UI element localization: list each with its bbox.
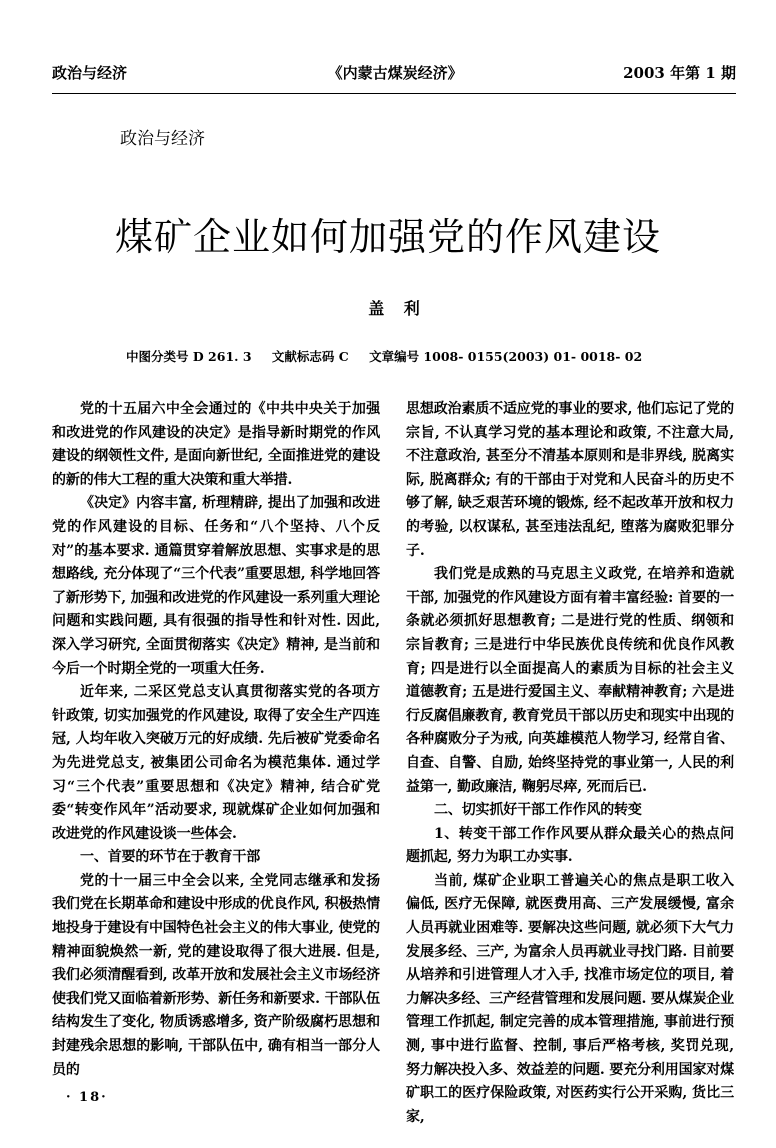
- paragraph: 近年来, 二采区党总支认真贯彻落实党的各项方针政策, 切实加强党的作风建设, 取得了安全生产四连冠, 人均年收入突破万元的好成绩. 先后被矿党委命名为先进党总支, 被集团公司命名为模范集体. 通过学习“三个代表”重要思想和《决定》精神, 结合矿党委“转变作风年”活动要求, 现就煤矿企业如何加强和改进党的作风建设谈一些体会.: [52, 684, 380, 842]
- article-number: 文章编号 1008- 0155(2003) 01- 0018- 02: [369, 349, 643, 364]
- paragraph: 我们党是成熟的马克思主义政党, 在培养和造就干部, 加强党的作风建设方面有着丰富经验: 首要的一条就必须抓好思想教育; 二是进行党的性质、纲领和宗旨教育; 三是进行中华民族优良传统和优良作风教育; 四是进行以全面提高人的素质为目标的社会主义道德教育; 五是进行爱国主义、奉献精神教育; 六是进行反腐倡廉教育, 教育党员干部以历史和现实中出现的各种腐败分子为戒, 向英雄模范人物学习, 经常自省、自查、自警、自励, 始终坚持党的事业第一, 人民的利益第一, 勤政廉洁, 鞠躬尽瘁, 死而后已.: [406, 566, 734, 795]
- document-code: 文献标志码 C: [271, 349, 349, 364]
- running-head-journal: 《内蒙古煤炭经济》: [327, 64, 463, 82]
- running-head-issue: 2003 年第 1 期: [623, 64, 736, 82]
- article-author: 盖 利: [368, 299, 420, 318]
- paragraph: 《决定》内容丰富, 析理精辟, 提出了加强和改进党的作风建设的目标、任务和“八个坚持、八个反对”的基本要求. 通篇贯穿着解放思想、实事求是的思想路线, 充分体现了“三个代表”重要思想, 科学地回答了新形势下, 加强和改进党的作风建设一系列重大理论问题和实践问题, 具有很强的指导性和针对性. 因此, 深入学习研究, 全面贯彻落实《决定》精神, 是当前和今后一个时期全党的一项重大任务.: [52, 495, 380, 677]
- section-heading: 二、切实抓好干部工作作风的转变: [434, 802, 642, 819]
- article-title: 煤矿企业如何加强党的作风建设: [114, 215, 661, 259]
- left-column: [52, 398, 380, 1082]
- paragraph: 党的十一届三中全会以来, 全党同志继承和发扬我们党在长期革命和建设中形成的优良作风, 积极热情地投身于建设有中国特色社会主义的伟大事业, 使党的精神面貌焕然一新, 党的建设取得了很大进展. 但是, 我们必须清醒看到, 改革开放和发展社会主义市场经济使我们党又面临着新形势、新任务和新要求. 干部队伍结构发生了变化, 物质诱惑增多, 资产阶级腐朽思想和封建残余思想的影响, 干部队伍中, 确有相当一部分人员的: [52, 872, 380, 1078]
- subsection-heading: 1、转变干部工作作风要从群众最关心的热点问题抓起, 努力为职工办实事.: [406, 825, 734, 866]
- running-head: [52, 62, 736, 84]
- running-head-section: 政治与经济: [52, 64, 128, 82]
- clc-number: 中图分类号 D 261. 3: [126, 349, 252, 364]
- paragraph: 当前, 煤矿企业职工普遍关心的焦点是职工收入偏低, 医疗无保障, 就医费用高、三产发展缓慢, 富余人员再就业困难等. 要解决这些问题, 就必须下大气力发展多经、三产, 为富余人员再就业寻找门路. 目前要从培养和引进管理人才入手, 找准市场定位的项目, 着力解决多经、三产经营管理和发展问题. 要从煤炭企业管理工作抓起, 制定完善的成本管理措施, 事前进行预测, 事中进行监督、控制, 事后严格考核, 奖罚兑现, 努力解决投入多、效益差的问题. 要充分利用国家对煤矿职工的医疗保险政策, 对医药实行公开采购, 货比三家,: [406, 872, 734, 1125]
- paragraph: 党的十五届六中全会通过的《中共中央关于加强和改进党的作风建设的决定》是指导新时期党的作风建设的纲领性文件, 是面向新世纪, 全面推进党的建设的新的伟大工程的重大决策和重大举措.: [52, 401, 380, 488]
- page-number: · 18·: [66, 1090, 108, 1105]
- header-rule: [52, 93, 736, 94]
- section-label: 政治与经济: [120, 129, 205, 149]
- right-column: [406, 398, 734, 1129]
- paragraph: 思想政治素质不适应党的事业的要求, 他们忘记了党的宗旨, 不认真学习党的基本理论和政策, 不注意大局, 不注意政治, 甚至分不清基本原则和是非界线, 脱离实际, 脱离群众; 有的干部由于对党和人民奋斗的历史不够了解, 缺乏艰苦环境的锻炼, 经不起改革开放和权力的考验, 以权谋私, 甚至违法乱纪, 堕落为腐败犯罪分子.: [406, 401, 734, 559]
- section-heading: 一、首要的环节在于教育干部: [80, 849, 261, 866]
- article-meta: [126, 347, 658, 365]
